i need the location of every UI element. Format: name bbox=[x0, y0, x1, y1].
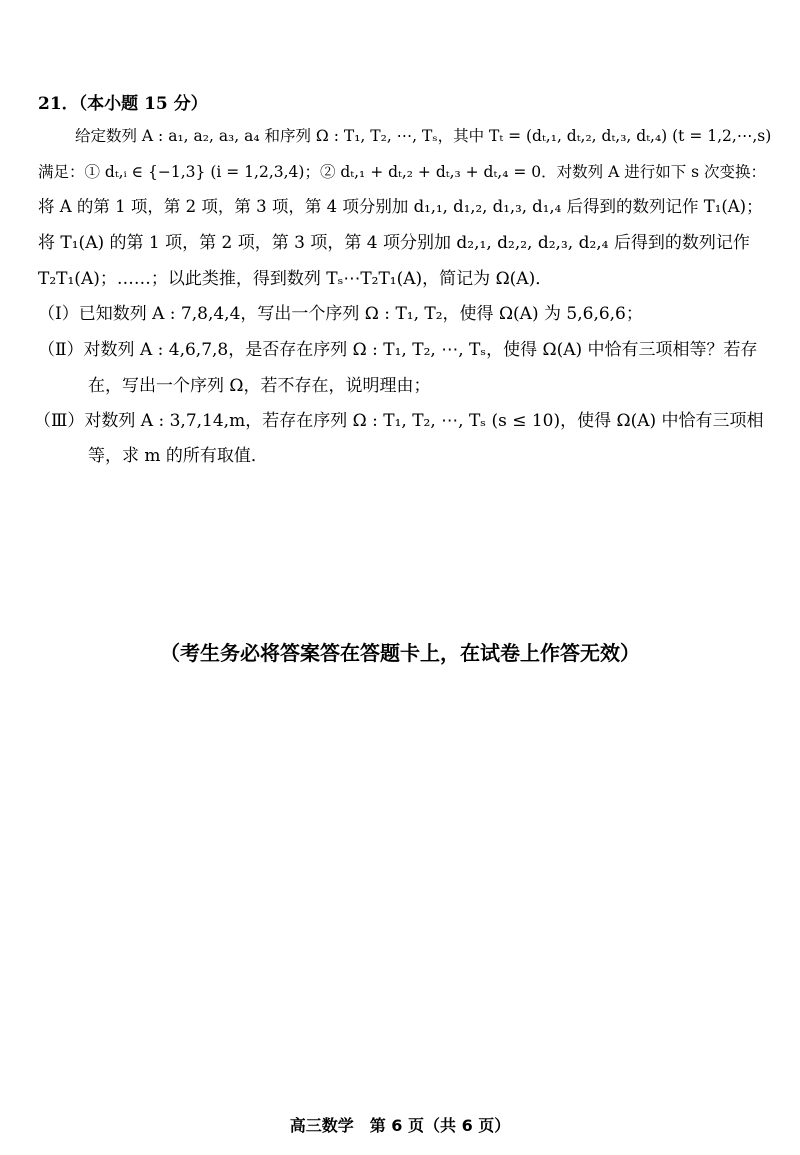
statement-line-3: 将 A 的第 1 项，第 2 项，第 3 项，第 4 项分别加 d₁,₁, d₁,₂, d₁,₃, d₁,₄ 后得到的数列记作 T₁(A)； bbox=[38, 197, 763, 216]
part-1: （Ⅰ）已知数列 A : 7,8,4,4，写出一个序列 Ω : T₁, T₂，使得 Ω(A) 为 5,6,6,6； bbox=[38, 304, 643, 324]
statement-line-4: 将 T₁(A) 的第 1 项，第 2 项，第 3 项，第 4 项分别加 d₂,₁, d₂,₂, d₂,₃, d₂,₄ 后得到的数列记作 bbox=[38, 233, 750, 253]
statement-line-1: 给定数列 A : a₁, a₂, a₃, a₄ 和序列 Ω : T₁, T₂, ⋯, Tₛ，其中 Tₜ = (dₜ,₁, dₜ,₂, dₜ,₃, dₜ,₄) (t = 1,2,⋯,s) bbox=[75, 127, 772, 145]
problem-heading: 21．（本小题 15 分） bbox=[38, 94, 208, 114]
part-3-continued: 等，求 m 的所有取值． bbox=[88, 446, 268, 466]
part-2-continued: 在，写出一个序列 Ω，若不存在，说明理由； bbox=[88, 376, 431, 396]
statement-line-2: 满足：① dₜ,ᵢ ∈ {−1,3} (i = 1,2,3,4)；② dₜ,₁ + dₜ,₂ + dₜ,₃ + dₜ,₄ = 0．对数列 A 进行如下 s 次变换： bbox=[38, 163, 767, 181]
answer-sheet-notice: （考生务必将答案答在答题卡上，在试卷上作答无效） bbox=[160, 641, 640, 665]
part-3: （Ⅲ）对数列 A : 3,7,14,m，若存在序列 Ω : T₁, T₂, ⋯, Tₛ (s ≤ 10)，使得 Ω(A) 中恰有三项相 bbox=[34, 411, 764, 431]
page-footer: 高三数学 第 6 页（共 6 页） bbox=[289, 1116, 511, 1135]
part-2: （Ⅱ）对数列 A : 4,6,7,8，是否存在序列 Ω : T₁, T₂, ⋯, Tₛ，使得 Ω(A) 中恰有三项相等？若存 bbox=[38, 340, 758, 360]
statement-line-5: T₂T₁(A)；……；以此类推，得到数列 Tₛ⋯T₂T₁(A)，简记为 Ω(A)． bbox=[38, 269, 553, 289]
